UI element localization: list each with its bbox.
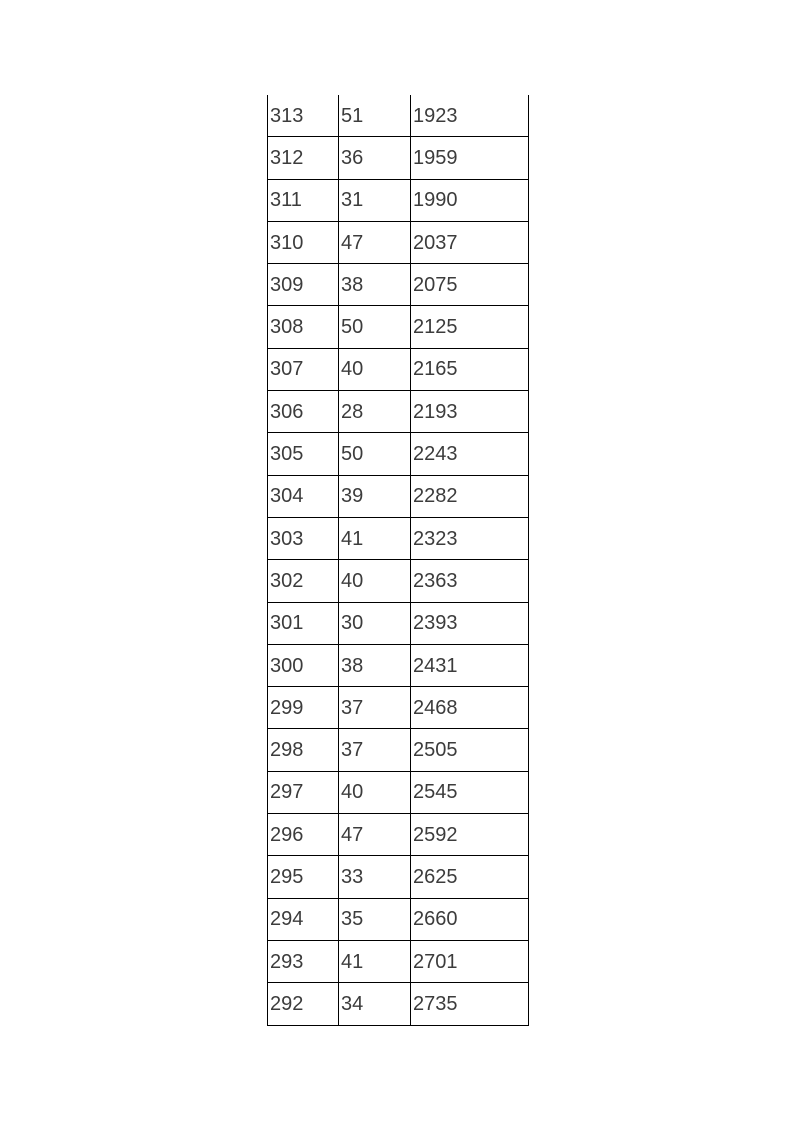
table-cell: 47 [339,814,411,856]
table-cell: 41 [339,940,411,982]
table-row [268,433,529,475]
table-row [268,814,529,856]
table-row [268,687,529,729]
table-cell: 311 [268,179,339,221]
table-row [268,771,529,813]
table-cell: 2393 [411,602,529,644]
table-row [268,264,529,306]
table-cell: 308 [268,306,339,348]
table-cell: 310 [268,221,339,263]
table-row [268,644,529,686]
table-row [268,898,529,940]
table-cell: 303 [268,517,339,559]
table-cell: 35 [339,898,411,940]
table-cell: 297 [268,771,339,813]
table-row [268,983,529,1025]
table-cell: 2431 [411,644,529,686]
table-row [268,137,529,179]
table-row [268,517,529,559]
table-cell: 50 [339,433,411,475]
table-cell: 2735 [411,983,529,1025]
table-cell: 2660 [411,898,529,940]
table-cell: 36 [339,137,411,179]
table-row [268,95,529,137]
table-cell: 304 [268,475,339,517]
table-cell: 292 [268,983,339,1025]
table-cell: 2037 [411,221,529,263]
table-cell: 40 [339,771,411,813]
table-row [268,729,529,771]
table-cell: 298 [268,729,339,771]
table-cell: 305 [268,433,339,475]
table-cell: 313 [268,95,339,137]
table-cell: 306 [268,391,339,433]
table-cell: 2165 [411,348,529,390]
table-cell: 40 [339,348,411,390]
table-row [268,348,529,390]
table-cell: 295 [268,856,339,898]
table-row [268,475,529,517]
table-row [268,856,529,898]
table-cell: 37 [339,729,411,771]
table-cell: 1959 [411,137,529,179]
table-cell: 2323 [411,517,529,559]
table-cell: 1923 [411,95,529,137]
table-cell: 2505 [411,729,529,771]
table-cell: 39 [339,475,411,517]
table-cell: 309 [268,264,339,306]
table-cell: 2468 [411,687,529,729]
table-cell: 2545 [411,771,529,813]
table-cell: 2125 [411,306,529,348]
table-cell: 50 [339,306,411,348]
table-cell: 40 [339,560,411,602]
table-cell: 2592 [411,814,529,856]
score-table-body [268,95,529,1025]
table-cell: 41 [339,517,411,559]
table-cell: 299 [268,687,339,729]
table-row [268,391,529,433]
table-cell: 33 [339,856,411,898]
table-cell: 307 [268,348,339,390]
table-cell: 37 [339,687,411,729]
table-cell: 47 [339,221,411,263]
table-cell: 2282 [411,475,529,517]
table-cell: 51 [339,95,411,137]
table-cell: 301 [268,602,339,644]
table-cell: 312 [268,137,339,179]
table-cell: 2363 [411,560,529,602]
score-distribution-table [267,95,529,1026]
table-cell: 300 [268,644,339,686]
table-row [268,306,529,348]
table-cell: 296 [268,814,339,856]
table-cell: 31 [339,179,411,221]
table-cell: 2701 [411,940,529,982]
table-row [268,179,529,221]
table-cell: 34 [339,983,411,1025]
table-cell: 2243 [411,433,529,475]
table-cell: 294 [268,898,339,940]
table-cell: 1990 [411,179,529,221]
table-cell: 293 [268,940,339,982]
table-cell: 2193 [411,391,529,433]
table-cell: 28 [339,391,411,433]
table-row [268,221,529,263]
table-cell: 38 [339,644,411,686]
table-cell: 38 [339,264,411,306]
table-row [268,602,529,644]
table-cell: 302 [268,560,339,602]
table-row [268,560,529,602]
table-row [268,940,529,982]
table-cell: 2075 [411,264,529,306]
table-cell: 30 [339,602,411,644]
table-cell: 2625 [411,856,529,898]
